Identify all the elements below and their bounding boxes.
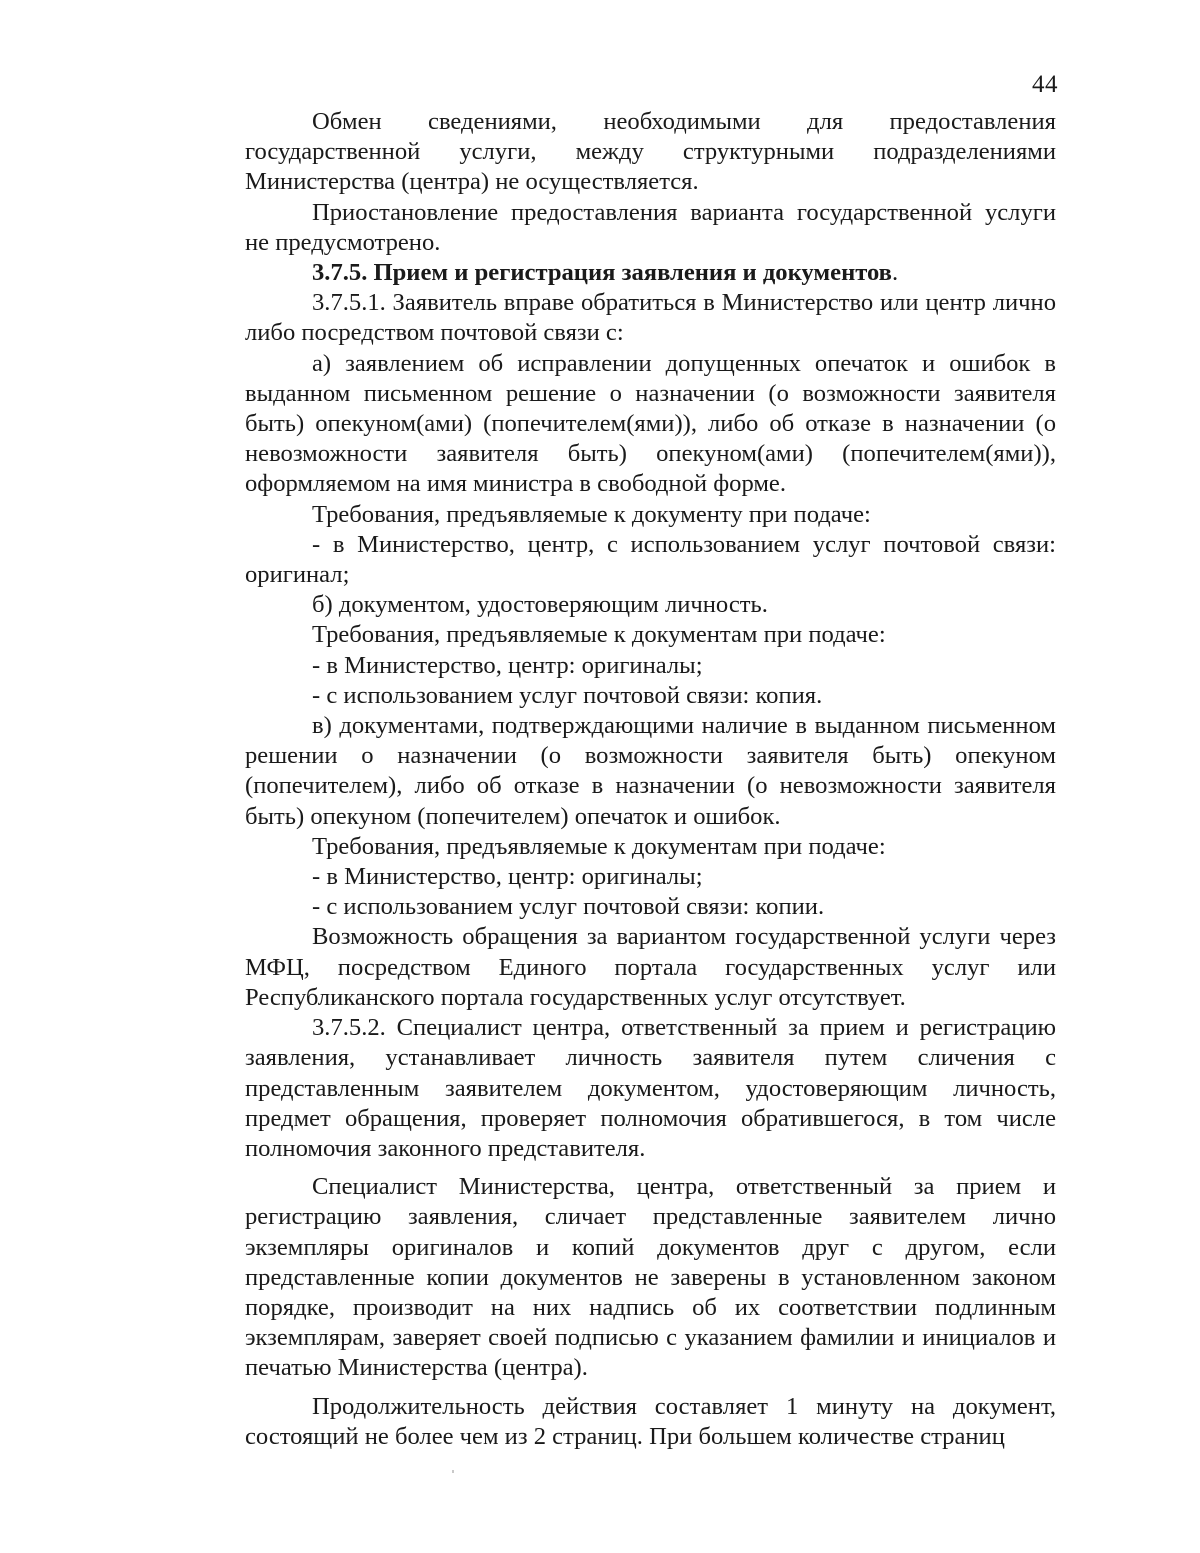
paragraph-requirement-originals-1: - в Министерство, центр: оригиналы; xyxy=(312,651,703,679)
paragraph-mfc-availability: Возможность обращения за вариантом государственной услуги через МФЦ, посредством Единого портала государственных услуг или Республиканского портала государственных услуг отсутствует. xyxy=(245,923,1056,1011)
paragraph-requirement-copy: - с использованием услуг почтовой связи: копия. xyxy=(312,681,823,709)
paragraph-requirement-original: - в Министерство, центр, с использованием услуг почтовой связи: оригинал; xyxy=(245,530,1056,589)
paragraph-requirements-3: Требования, предъявляемые к документам при подаче: xyxy=(312,832,886,860)
paragraph-requirement-copies: - с использованием услуг почтовой связи: копии. xyxy=(312,893,825,921)
document-body xyxy=(245,107,1056,1452)
paragraph-exchange-info: Обмен сведениями, необходимыми для предоставления государственной услуги, между структурными подразделениями Министерства (центра) не осуществляется. xyxy=(245,108,1056,196)
paragraph-3-7-5-2: 3.7.5.2. Специалист центра, ответственный за прием и регистрацию заявления, устанавливает личность заявителя путем сличения с представленным заявителем документом, удостоверяющим личность, предмет обращения, проверяет полномочия обратившегося, в том числе полномочия законного представителя. xyxy=(245,1014,1056,1162)
section-heading-3-7-5 xyxy=(245,258,1056,288)
paragraph-item-v: в) документами, подтверждающими наличие в выданном письменном решении о назначении (о возможности заявителя быть) опекуном (попечителем), либо об отказе в назначении (о невозможности заявителя быть) опекуном (попечителем) опечаток и ошибок. xyxy=(245,712,1056,830)
section-heading-tail: . xyxy=(891,259,899,287)
paragraph-specialist-verification: Специалист Министерства, центра, ответственный за прием и регистрацию заявления, сличает представленные заявителем лично экземпляры оригиналов и копий документов друг с другом, если представленные копии документов не заверены в установленном законом порядке, производит на них надпись об их соответствии подлинным экземплярам, заверяет своей подписью с указанием фамилии и инициалов и печатью Министерства (центра). xyxy=(245,1173,1056,1382)
scan-speck xyxy=(452,1470,454,1473)
paragraph-requirements-1: Требования, предъявляемые к документу при подаче: xyxy=(312,500,871,528)
paragraph-duration: Продолжительность действия составляет 1 минуту на документ, состоящий не более чем из 2 страниц. При большем количестве страниц xyxy=(245,1392,1056,1450)
paragraph-item-b: б) документом, удостоверяющим личность. xyxy=(312,591,768,619)
section-heading-text: 3.7.5. Прием и регистрация заявления и документов xyxy=(312,259,892,287)
paragraph-3-7-5-1: 3.7.5.1. Заявитель вправе обратиться в Министерство или центр лично либо посредством почтовой связи с: xyxy=(245,289,1056,347)
paragraph-requirements-2: Требования, предъявляемые к документам при подаче: xyxy=(312,621,886,649)
page-number: 44 xyxy=(1032,71,1058,98)
paragraph-requirement-originals-2: - в Министерство, центр: оригиналы; xyxy=(312,863,703,891)
paragraph-item-a: а) заявлением об исправлении допущенных опечаток и ошибок в выданном письменном решение о назначении (о возможности заявителя быть) опекуном(ами) (попечителем(ями)), либо об отказе в назначении (о невозможности заявителя быть) опекуном(ами) (попечителем(ями)), оформляемом на имя министра в свободной форме. xyxy=(245,349,1056,498)
paragraph-suspension: Приостановление предоставления варианта государственной услуги не предусмотрено. xyxy=(245,198,1056,256)
